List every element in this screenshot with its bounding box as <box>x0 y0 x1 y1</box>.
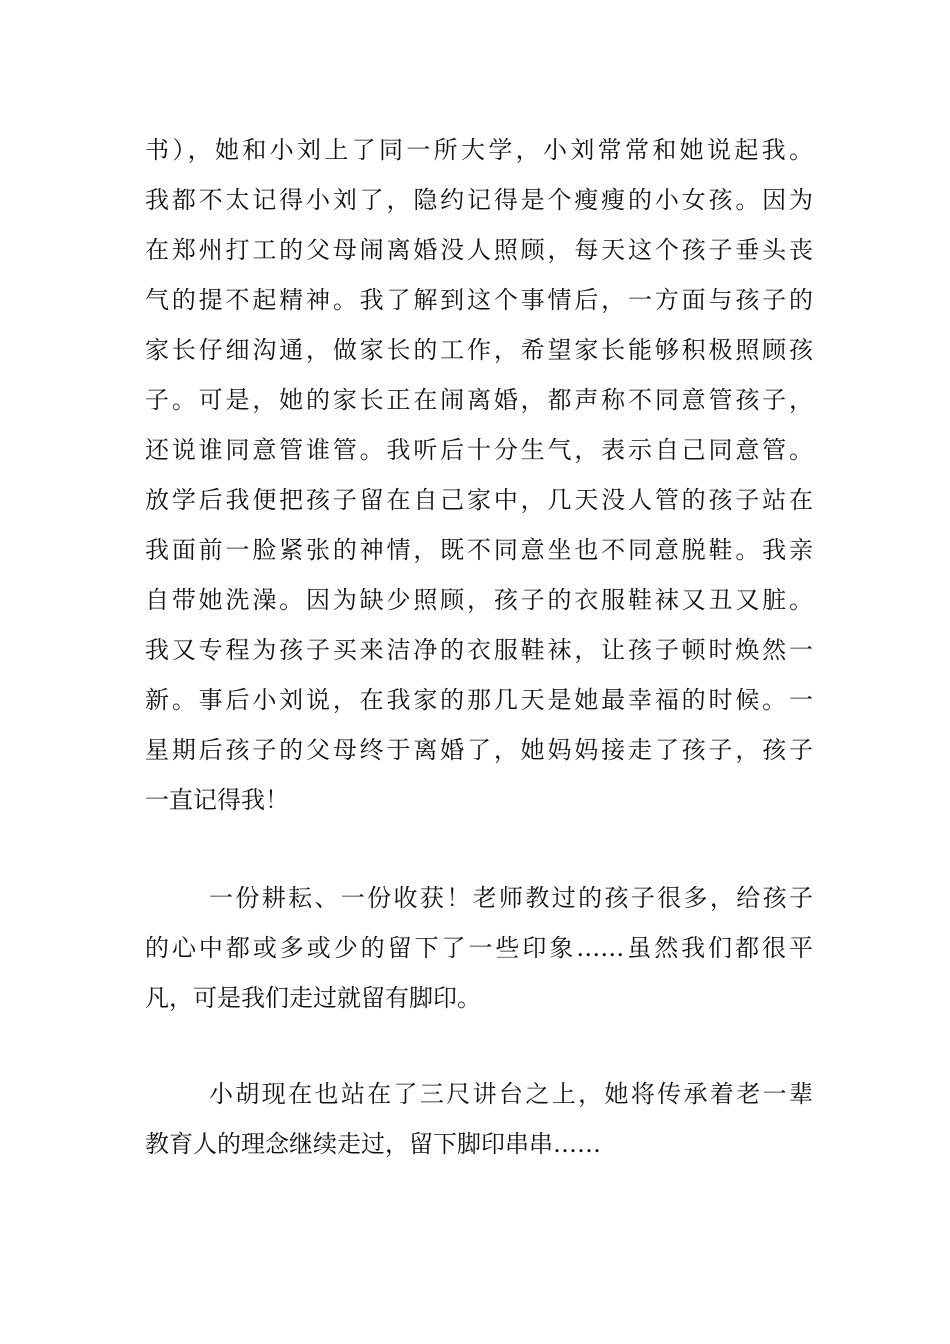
text-line: 还说谁同意管谁管。我听后十分生气，表示自己同意管。 <box>145 436 813 464</box>
text-line: 我又专程为孩子买来洁净的衣服鞋袜，让孩子顿时焕然一 <box>145 636 813 664</box>
text-line: 在郑州打工的父母闹离婚没人照顾，每天这个孩子垂头丧 <box>145 236 813 264</box>
paragraph-3 <box>145 1069 813 1169</box>
text-line: 放学后我便把孩子留在自己家中，几天没人管的孩子站在 <box>145 486 813 514</box>
text-line: 教育人的理念继续走过，留下脚印串串…… <box>145 1130 601 1158</box>
paragraph-1 <box>145 125 813 825</box>
text-line: 的心中都或多或少的留下了一些印象……虽然我们都很平 <box>145 934 813 962</box>
text-line: 新。事后小刘说，在我家的那几天是她最幸福的时候。一 <box>145 686 813 714</box>
text-line: 子。可是，她的家长正在闹离婚，都声称不同意管孩子， <box>145 386 813 414</box>
text-line: 我面前一脸紧张的神情，既不同意坐也不同意脱鞋。我亲 <box>145 536 813 564</box>
text-line: 自带她洗澡。因为缺少照顾，孩子的衣服鞋袜又丑又脏。 <box>145 586 813 614</box>
paragraph-2 <box>145 873 813 1023</box>
text-line: 家长仔细沟通，做家长的工作，希望家长能够积极照顾孩 <box>145 336 813 364</box>
text-line: 书），她和小刘上了同一所大学，小刘常常和她说起我。 <box>145 136 813 164</box>
text-line: 一份耕耘、一份收获！老师教过的孩子很多，给孩子 <box>209 884 813 912</box>
text-line: 星期后孩子的父母终于离婚了，她妈妈接走了孩子，孩子 <box>145 736 813 764</box>
text-line: 一直记得我！ <box>145 786 289 814</box>
text-line: 小胡现在也站在了三尺讲台之上，她将传承着老一辈 <box>209 1080 813 1108</box>
text-line: 气的提不起精神。我了解到这个事情后，一方面与孩子的 <box>145 286 813 314</box>
text-line: 我都不太记得小刘了，隐约记得是个瘦瘦的小女孩。因为 <box>145 186 813 214</box>
text-line: 凡，可是我们走过就留有脚印。 <box>145 984 481 1012</box>
